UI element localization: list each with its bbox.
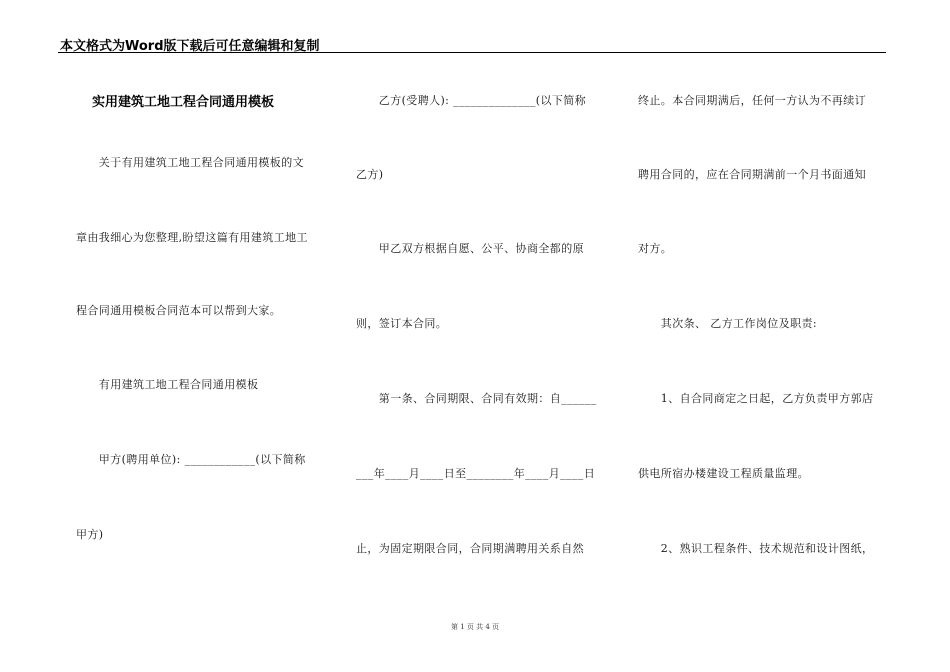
- document-header: 本文格式为Word版下载后可任意编辑和复制: [60, 39, 320, 54]
- paragraph-line: 供电所宿办楼建设工程质量监理。: [638, 467, 809, 480]
- paragraph-line: 止，为固定期限合同，合同期满聘用关系自然: [356, 542, 584, 555]
- paragraph-line: 其次条、 乙方工作岗位及职责:: [638, 317, 818, 330]
- paragraph-line: 对方。: [638, 242, 673, 255]
- paragraph-line: 乙方): [356, 168, 384, 181]
- paragraph-line: 第一条、合同期限、合同有效期：自______: [356, 392, 597, 405]
- paragraph-line: 则，签订本合同。: [356, 317, 448, 330]
- paragraph-line: 1、自合同商定之日起，乙方负责甲方郭店: [638, 392, 874, 405]
- paragraph-line: 关于有用建筑工地工程合同通用模板的文: [76, 156, 304, 169]
- page-number: 第 1 页 共 4 页: [450, 623, 500, 631]
- paragraph-line: 乙方(受聘人): ______________(以下简称: [356, 94, 587, 107]
- paragraph-line: 有用建筑工地工程合同通用模板: [76, 378, 259, 391]
- paragraph-line: 甲方): [76, 528, 104, 541]
- paragraph-line: ___年____月____日至________年____月____日: [356, 467, 596, 480]
- paragraph-line: 2、熟识工程条件、技术规范和设计图纸，: [638, 542, 874, 555]
- paragraph-line: 终止。本合同期满后，任何一方认为不再续订: [638, 94, 866, 107]
- document-title: 实用建筑工地工程合同通用模板: [92, 95, 275, 110]
- paragraph-line: 程合同通用模板合同范本可以帮到大家。: [76, 304, 282, 317]
- paragraph-line: 聘用合同的，应在合同期满前一个月书面通知: [638, 168, 866, 181]
- paragraph-line: 甲乙双方根据自愿、公平、协商全都的原: [356, 242, 584, 255]
- paragraph-line: 甲方(聘用单位): ____________(以下简称: [76, 453, 306, 466]
- paragraph-line: 章由我细心为您整理,盼望这篇有用建筑工地工: [76, 231, 308, 244]
- header-divider: [58, 52, 886, 53]
